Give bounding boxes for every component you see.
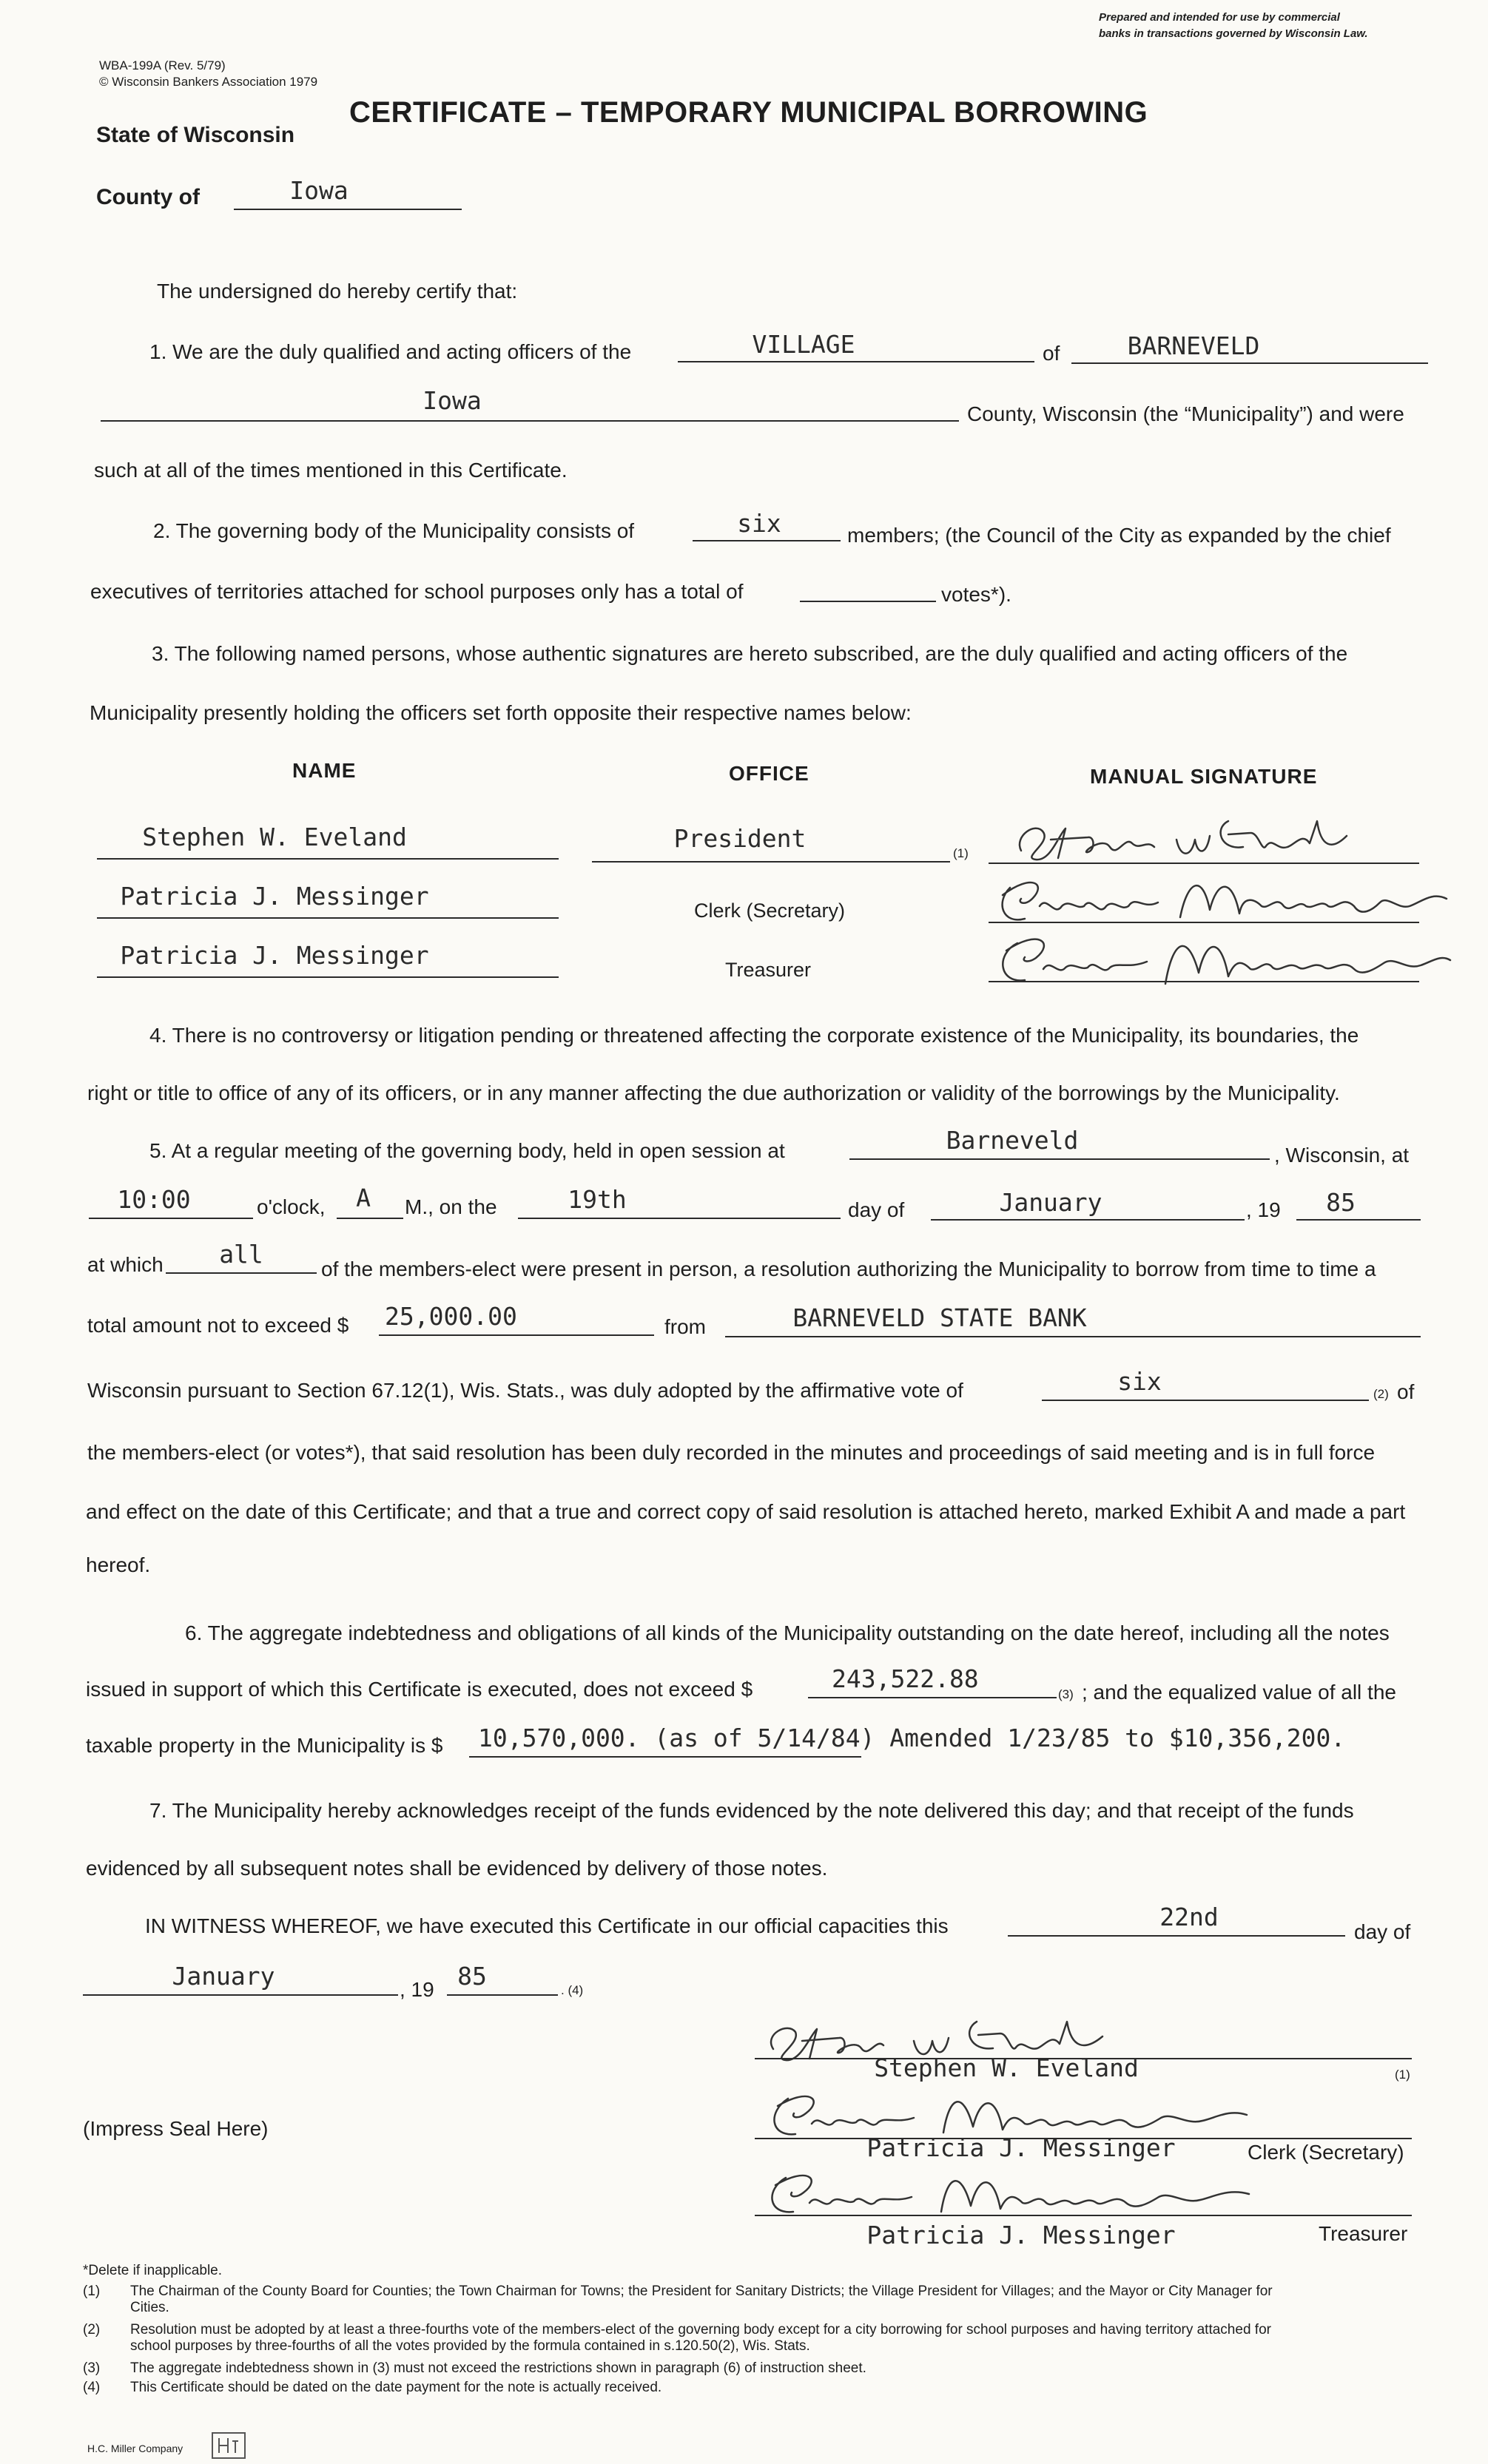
borrow-amount-field: 25,000.00 <box>385 1302 517 1331</box>
p5-text-b: , Wisconsin, at <box>1274 1144 1410 1167</box>
p5-text-f: the members-elect (or votes*), that said resolution has been duly recorded in the minutes and proceedings of said meeting and is in full force <box>87 1441 1376 1464</box>
p4-text-a: 4. There is no controversy or litigation pending or threatened affecting the corporate existence of the Municipality, its boundaries, the <box>149 1024 1359 1047</box>
p6-text-c: ; and the equalized value of all the <box>1082 1681 1396 1704</box>
p4-text-b: right or title to office of any of its officers, or in any manner affecting the due authorization or validity of the borrowings by the Municipality. <box>87 1081 1340 1104</box>
officer-3-name: Patricia J. Messinger <box>120 941 429 970</box>
p1-text-b: County, Wisconsin (the “Municipality”) and were <box>967 402 1404 425</box>
p7-text-b: evidenced by all subsequent notes shall be evidenced by delivery of those notes. <box>86 1857 828 1880</box>
p7-text-a: 7. The Municipality hereby acknowledges receipt of the funds evidenced by the note delivered this day; and that receipt of the funds <box>149 1799 1354 1822</box>
signer-2-title: Clerk (Secretary) <box>1248 2141 1404 2164</box>
meeting-year-field: 85 <box>1326 1188 1356 1217</box>
page-title: CERTIFICATE – TEMPORARY MUNICIPAL BORROWING <box>349 96 1148 129</box>
officer-1-name: Stephen W. Eveland <box>142 823 407 851</box>
members-field: six <box>737 509 781 538</box>
am-pm-field: A <box>356 1184 371 1212</box>
printer-logo-icon <box>212 2432 246 2459</box>
officer-3-office: Treasurer <box>725 959 812 981</box>
from-label: from <box>664 1315 706 1338</box>
meeting-time-field: 10:00 <box>117 1185 191 1214</box>
prepared-note-line2: banks in transactions governed by Wisconsin Law. <box>1099 27 1368 40</box>
p2-text-d: votes*). <box>941 583 1011 606</box>
seal-placeholder: (Impress Seal Here) <box>83 2117 269 2140</box>
footnote-1-marker: (1) <box>83 2284 101 2299</box>
p5-text-d: total amount not to exceed $ <box>87 1314 349 1337</box>
col-office-header: OFFICE <box>729 762 809 785</box>
officer-2-name: Patricia J. Messinger <box>120 882 429 911</box>
footnote-star: *Delete if inapplicable. <box>83 2263 223 2278</box>
signature-messinger-block-clerk <box>758 2082 1291 2141</box>
meeting-place-field: Barneveld <box>946 1126 1079 1155</box>
form-number: WBA-199A (Rev. 5/79) <box>99 58 226 72</box>
p2-text-a: 2. The governing body of the Municipality consists of <box>153 519 635 542</box>
m-on-the-label: M., on the <box>405 1195 497 1218</box>
p3-text-a: 3. The following named persons, whose authentic signatures are hereto subscribed, are the duly qualified and acting officers of the <box>152 642 1348 665</box>
signer-1-title: (1) <box>1395 2068 1410 2082</box>
signature-messinger-clerk-table <box>988 865 1461 932</box>
p6-text-b: issued in support of which this Certificate is executed, does not exceed $ <box>86 1678 753 1701</box>
footnote-3-text: The aggregate indebtedness shown in (3) must not exceed the restrictions shown in paragraph (6) of instruction sheet. <box>130 2360 866 2376</box>
footnote-2-cont: school purposes by three-fourths of all the votes provided by the formula contained in s.120.50(2), Wis. Stats. <box>130 2338 810 2354</box>
officer-1-office: President <box>673 824 807 853</box>
present-count-field: all <box>219 1240 263 1269</box>
county-field: Iowa <box>289 176 349 205</box>
marker-3: (3) <box>1058 1687 1074 1701</box>
p2-text-b: members; (the Council of the City as expanded by the chief <box>847 524 1391 547</box>
p3-text-b: Municipality presently holding the officers set forth opposite their respective names below: <box>90 701 912 724</box>
year-prefix-label: , 19 <box>1246 1198 1281 1221</box>
witness-day-field: 22nd <box>1159 1903 1219 1931</box>
p5-text-g: and effect on the date of this Certificate; and that a true and correct copy of said resolution is attached hereto, marked Exhibit A and made a part <box>86 1500 1406 1523</box>
col-name-header: NAME <box>292 759 357 782</box>
footnote-4-text: This Certificate should be dated on the date payment for the note is actually received. <box>130 2380 662 2395</box>
signature-messinger-block-treasurer <box>755 2160 1287 2219</box>
marker-2: (2) <box>1373 1387 1389 1401</box>
lender-field: BARNEVELD STATE BANK <box>792 1303 1087 1332</box>
day-of-label: day of <box>848 1198 905 1221</box>
witness-month-field: January <box>172 1962 275 1991</box>
affirmative-vote-field: six <box>1117 1367 1162 1396</box>
signer-3-title: Treasurer <box>1319 2222 1408 2245</box>
meeting-day-field: 19th <box>568 1185 627 1214</box>
officer-2-office: Clerk (Secretary) <box>694 899 846 922</box>
witness-text: IN WITNESS WHEREOF, we have executed this Certificate in our official capacities this <box>145 1914 949 1937</box>
state-label: State of Wisconsin <box>96 123 295 147</box>
signature-messinger-treasurer-table <box>988 925 1461 991</box>
copyright: © Wisconsin Bankers Association 1979 <box>99 75 318 89</box>
footnote-2-text: Resolution must be adopted by at least a three-fourths vote of the members-elect of the governing body except for a city borrowing for school purposes and having territory attached for <box>130 2322 1271 2338</box>
municipality-name-field: BARNEVELD <box>1127 331 1260 360</box>
footnote-4-marker: (4) <box>83 2380 101 2395</box>
signer-3-name: Patricia J. Messinger <box>866 2221 1176 2249</box>
prepared-note-line1: Prepared and intended for use by commercial <box>1099 11 1340 24</box>
p5-of: of <box>1397 1380 1415 1403</box>
footnote-1-text: The Chairman of the County Board for Counties; the Town Chairman for Towns; the President for Sanitary Districts; the Village President for Villages; and the Mayor or City Manager for <box>130 2284 1273 2299</box>
p2-text-c: executives of territories attached for school purposes only has a total of <box>90 580 744 603</box>
p5-text-a: 5. At a regular meeting of the governing body, held in open session at <box>149 1139 785 1162</box>
signer-2-name: Patricia J. Messinger <box>866 2133 1176 2162</box>
officer-1-marker: (1) <box>953 846 969 860</box>
indebtedness-field: 243,522.88 <box>832 1664 979 1693</box>
witness-year-prefix: , 19 <box>400 1978 434 2001</box>
witness-year-field: 85 <box>457 1962 487 1991</box>
municipality-type-field: VILLAGE <box>752 330 855 359</box>
p5-text-e: Wisconsin pursuant to Section 67.12(1), Wis. Stats., was duly adopted by the affirmative vote of <box>87 1379 963 1402</box>
at-which-label: at which <box>87 1253 164 1276</box>
meeting-month-field: January <box>999 1188 1102 1217</box>
intro-text: The undersigned do hereby certify that: <box>157 280 518 303</box>
p6-text-a: 6. The aggregate indebtedness and obligations of all kinds of the Municipality outstanding on the date hereof, including all the notes <box>185 1621 1390 1644</box>
p1-text-a: 1. We are the duly qualified and acting officers of the <box>149 340 632 363</box>
marker-4: . (4) <box>561 1983 584 1997</box>
p1-county-field: Iowa <box>423 386 482 415</box>
col-signature-header: MANUAL SIGNATURE <box>1090 765 1318 788</box>
signature-eveland-table <box>1006 806 1361 865</box>
signer-1-name: Stephen W. Eveland <box>874 2053 1139 2082</box>
p1-text-c: such at all of the times mentioned in this Certificate. <box>94 459 568 482</box>
p5-text-h: hereof. <box>86 1553 151 1576</box>
county-label: County of <box>96 185 200 209</box>
p1-of: of <box>1043 342 1060 365</box>
footnote-2-marker: (2) <box>83 2322 101 2338</box>
witness-day-of: day of <box>1354 1920 1411 1943</box>
p5-text-c: of the members-elect were present in person, a resolution authorizing the Municipality to borrow from time to time a <box>321 1258 1376 1280</box>
printer-name: H.C. Miller Company <box>87 2443 184 2454</box>
footnote-3-marker: (3) <box>83 2360 101 2376</box>
footnote-1-cont: Cities. <box>130 2300 169 2315</box>
oclock-label: o'clock, <box>257 1195 326 1218</box>
p6-text-d: taxable property in the Municipality is $ <box>86 1734 443 1757</box>
equalized-value-field: 10,570,000. (as of 5/14/84) Amended 1/23/85 to $10,356,200. <box>478 1724 1346 1752</box>
